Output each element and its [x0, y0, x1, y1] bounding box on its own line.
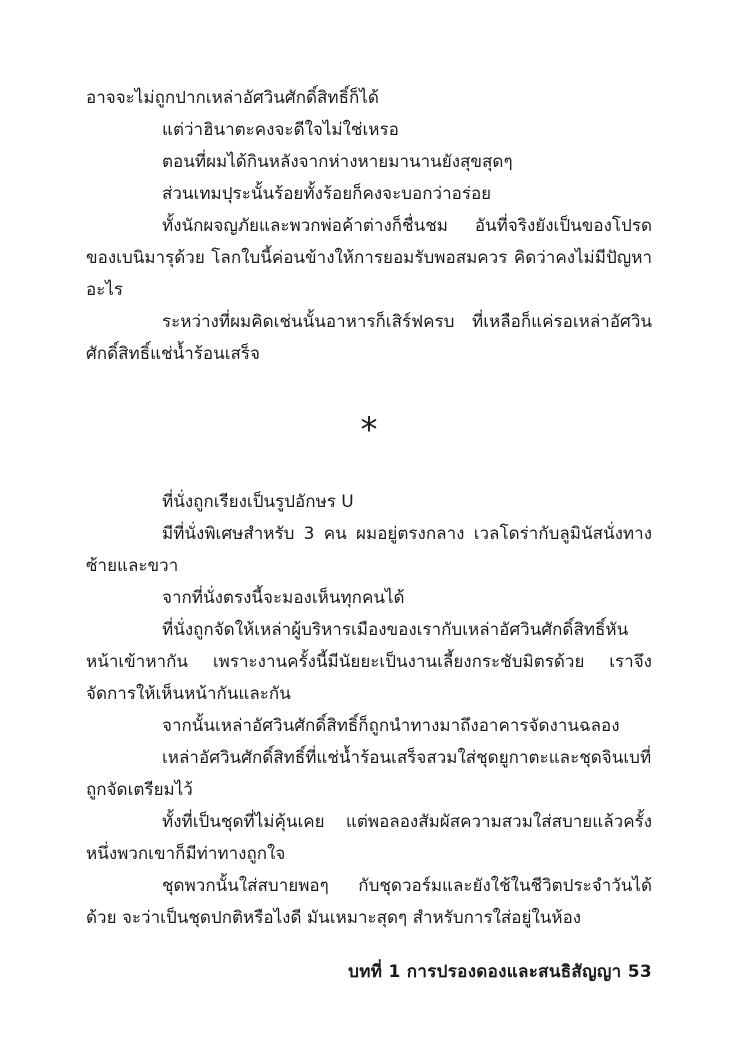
paragraph: แต่ว่าฮินาตะคงจะดีใจไม่ใช่เหรอ — [162, 120, 399, 140]
section-break-asterisk: * — [360, 410, 378, 450]
paragraph: ทั้งที่เป็นชุดที่ไม่คุ้นเคย แต่พอลองสัมผัสความสวมใส่สบายแล้วครั้งหนึ่งพวกเขาก็มีท่าทางถูกใจ — [86, 812, 652, 864]
paragraph: จากนั้นเหล่าอัศวินศักดิ์สิทธิ์ก็ถูกนำทางมาถึงอาคารจัดงานฉลอง — [162, 716, 620, 736]
paragraph: ส่วนเทมปุระนั้นร้อยทั้งร้อยก็คงจะบอกว่าอร่อย — [162, 184, 492, 204]
page-body — [86, 82, 652, 934]
paragraph: ที่นั่งถูกจัดให้เหล่าผู้บริหารเมืองของเรากับเหล่าอัศวินศักดิ์สิทธิ์หันหน้าเข้าหากัน เพราะงานครั้งนี้มีนัยยะเป็นงานเลี้ยงกระชับมิตรด้วย เราจึงจัดการให้เห็นหน้ากันและกัน — [86, 620, 652, 704]
paragraph: เหล่าอัศวินศักดิ์สิทธิ์ที่แช่น้ำร้อนเสร็จสวมใส่ชุดยูกาตะและชุดจินเบที่ถูกจัดเตรียมไว้ — [86, 748, 652, 800]
paragraph: ที่นั่งถูกเรียงเป็นรูปอักษร U — [162, 492, 354, 512]
paragraph: ระหว่างที่ผมคิดเช่นนั้นอาหารก็เสิร์ฟครบ ที่เหลือก็แค่รอเหล่าอัศวินศักดิ์สิทธิ์แช่น้ำร้อนเสร็จ — [86, 312, 652, 364]
paragraph: ตอนที่ผมได้กินหลังจากห่างหายมานานยังสุขสุดๆ — [162, 152, 513, 172]
paragraph: จากที่นั่งตรงนี้จะมองเห็นทุกคนได้ — [162, 588, 405, 608]
text-section-before-break — [86, 82, 652, 370]
paragraph: ชุดพวกนั้นใส่สบายพอๆ กับชุดวอร์มและยังใช้ในชีวิตประจำวันได้ด้วย จะว่าเป็นชุดปกติหรือไงดี มันเหมาะสุดๆ สำหรับการใส่อยู่ในห้อง — [86, 876, 652, 928]
paragraph: มีที่นั่งพิเศษสำหรับ 3 คน ผมอยู่ตรงกลาง เวลโดร่ากับลูมินัสนั่งทางซ้ายและขวา — [86, 524, 652, 576]
text-section-after-break — [86, 486, 652, 934]
paragraph: อาจจะไม่ถูกปากเหล่าอัศวินศักดิ์สิทธิ์ก็ได้ — [86, 88, 379, 108]
paragraph: ทั้งนักผจญภัยและพวกพ่อค้าต่างก็ชื่นชม อันที่จริงยังเป็นของโปรดของเบนิมารุด้วย โลกใบนี้ค่อนข้างให้การยอมรับพอสมควร คิดว่าคงไม่มีปัญหาอะไร — [86, 216, 652, 300]
running-footer: บทที่ 1 การปรองดองและสนธิสัญญา 53 — [348, 962, 652, 982]
